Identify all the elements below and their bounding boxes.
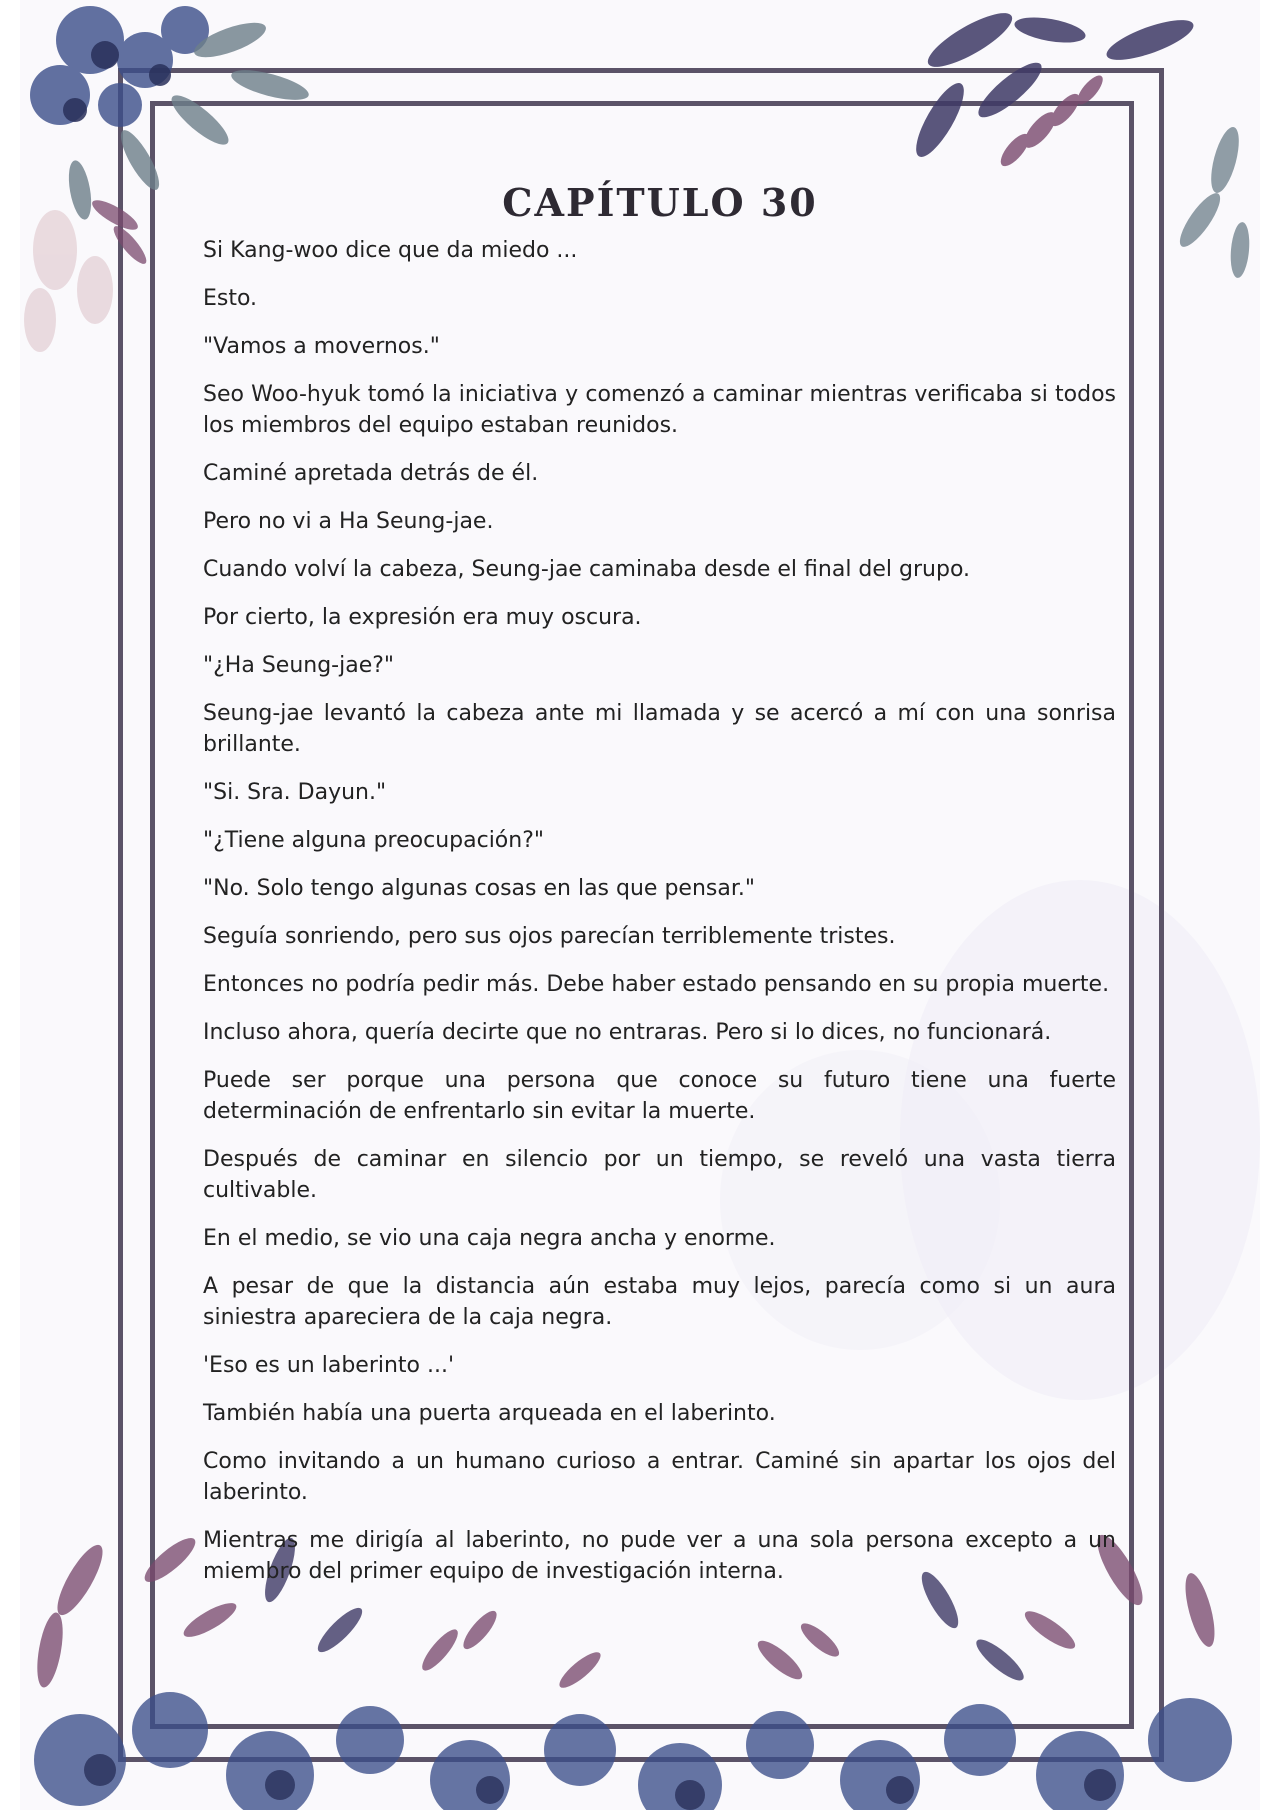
paragraph: Seguía sonriendo, pero sus ojos parecían terriblemente tristes.: [203, 924, 896, 949]
paragraph: "No. Solo tengo algunas cosas en las que pensar.": [203, 876, 755, 901]
paragraph: Mientras me dirigía al laberinto, no pude ver a una sola persona excepto a un miembro del primer equipo de investigación interna.: [203, 1528, 1116, 1584]
paragraph: 'Eso es un laberinto ...': [203, 1353, 455, 1378]
paragraph: Pero no vi a Ha Seung-jae.: [203, 509, 494, 534]
paragraph: Seung-jae levantó la cabeza ante mi llamada y se acercó a mí con una sonrisa brillante.: [203, 701, 1116, 757]
paragraph: Por cierto, la expresión era muy oscura.: [203, 605, 642, 630]
paragraph: Entonces no podría pedir más. Debe haber estado pensando en su propia muerte.: [203, 972, 1110, 997]
paragraph: Puede ser porque una persona que conoce su futuro tiene una fuerte determinación de enfrentarlo sin evitar la muerte.: [203, 1068, 1116, 1124]
paragraph: "¿Tiene alguna preocupación?": [203, 828, 545, 853]
chapter-title: CAPÍTULO 30: [502, 180, 818, 225]
paragraph: Cuando volví la cabeza, Seung-jae caminaba desde el final del grupo.: [203, 557, 971, 582]
chapter-body: [203, 235, 1116, 1604]
paragraph: Incluso ahora, quería decirte que no entraras. Pero si lo dices, no funcionará.: [203, 1020, 1052, 1045]
paragraph: Como invitando a un humano curioso a entrar. Caminé sin apartar los ojos del laberinto.: [203, 1449, 1116, 1505]
paragraph: Esto.: [203, 286, 258, 311]
paragraph: "Si. Sra. Dayun.": [203, 780, 387, 805]
paragraph: "Vamos a movernos.": [203, 334, 440, 359]
paragraph: A pesar de que la distancia aún estaba muy lejos, parecía como si un aura siniestra apareciera de la caja negra.: [203, 1274, 1116, 1330]
paragraph: Después de caminar en silencio por un tiempo, se reveló una vasta tierra cultivable.: [203, 1147, 1116, 1203]
paragraph: "¿Ha Seung-jae?": [203, 653, 395, 678]
paragraph: También había una puerta arqueada en el laberinto.: [203, 1401, 776, 1426]
paragraph: Caminé apretada detrás de él.: [203, 461, 539, 486]
paragraph: Si Kang-woo dice que da miedo ...: [203, 238, 578, 263]
paragraph: Seo Woo-hyuk tomó la iniciativa y comenzó a caminar mientras verificaba si todos los miembros del equipo estaban reunidos.: [203, 382, 1116, 438]
page-sheet: [20, 0, 1260, 1810]
paragraph: En el medio, se vio una caja negra ancha y enorme.: [203, 1226, 776, 1251]
